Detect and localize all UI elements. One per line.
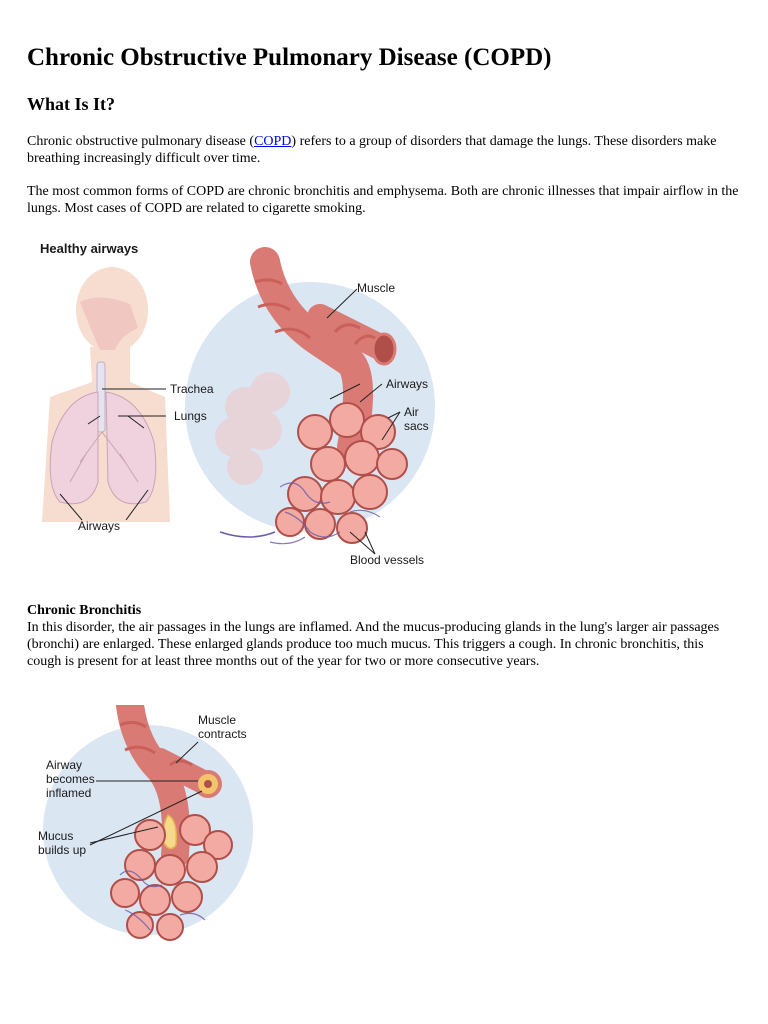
label-mucus-line2: builds up [38, 843, 87, 857]
figure-title: Healthy airways [40, 241, 139, 256]
label-blood-vessels: Blood vessels [350, 553, 425, 567]
label-airway-line1: Airway [46, 758, 83, 772]
bronchitis-illustration [30, 705, 260, 955]
forms-paragraph: The most common forms of COPD are chronic bronchitis and emphysema. Both are chronic illnesses that impair airflow in the lungs. Most cases of COPD are related to cigarette smoking. [27, 184, 739, 216]
label-airways-magnified: Airways [386, 377, 429, 391]
copd-link[interactable]: COPD [254, 134, 292, 149]
label-sacs: sacs [404, 419, 429, 433]
label-muscle: Muscle [357, 281, 396, 295]
label-airway-line2: becomes [46, 772, 95, 786]
label-mucus-line1: Mucus [38, 829, 74, 843]
label-muscle-line1: Muscle [198, 713, 237, 727]
bronchitis-heading: Chronic Bronchitis [27, 603, 142, 618]
section-heading: What Is It? [27, 94, 116, 114]
label-airways-body: Airways [78, 519, 121, 533]
page-title: Chronic Obstructive Pulmonary Disease (COPD) [27, 44, 552, 71]
intro-paragraph [27, 133, 739, 167]
bronchitis-section [27, 602, 739, 670]
label-airway-line3: inflamed [46, 786, 92, 800]
label-lungs: Lungs [174, 409, 207, 423]
label-muscle-line2: contracts [198, 727, 247, 741]
label-air: Air [404, 405, 419, 419]
healthy-airways-illustration [20, 232, 440, 577]
label-trachea: Trachea [170, 382, 214, 396]
bronchitis-text: In this disorder, the air passages in the lungs are inflamed. And the mucus-producing glands in the lung's larger air passages (bronchi) are enlarged. These enlarged glands produce too much mucus. This triggers a cough. In chronic bronchitis, this cough is present for at least three months out of the year for two or more consecutive years. [27, 620, 720, 669]
intro-text-before: Chronic obstructive pulmonary disease ( [27, 134, 255, 149]
intro-text-after: ) refers to a group of disorders that damage the lungs. These disorders make breathing increasingly difficult over time. [27, 134, 717, 166]
